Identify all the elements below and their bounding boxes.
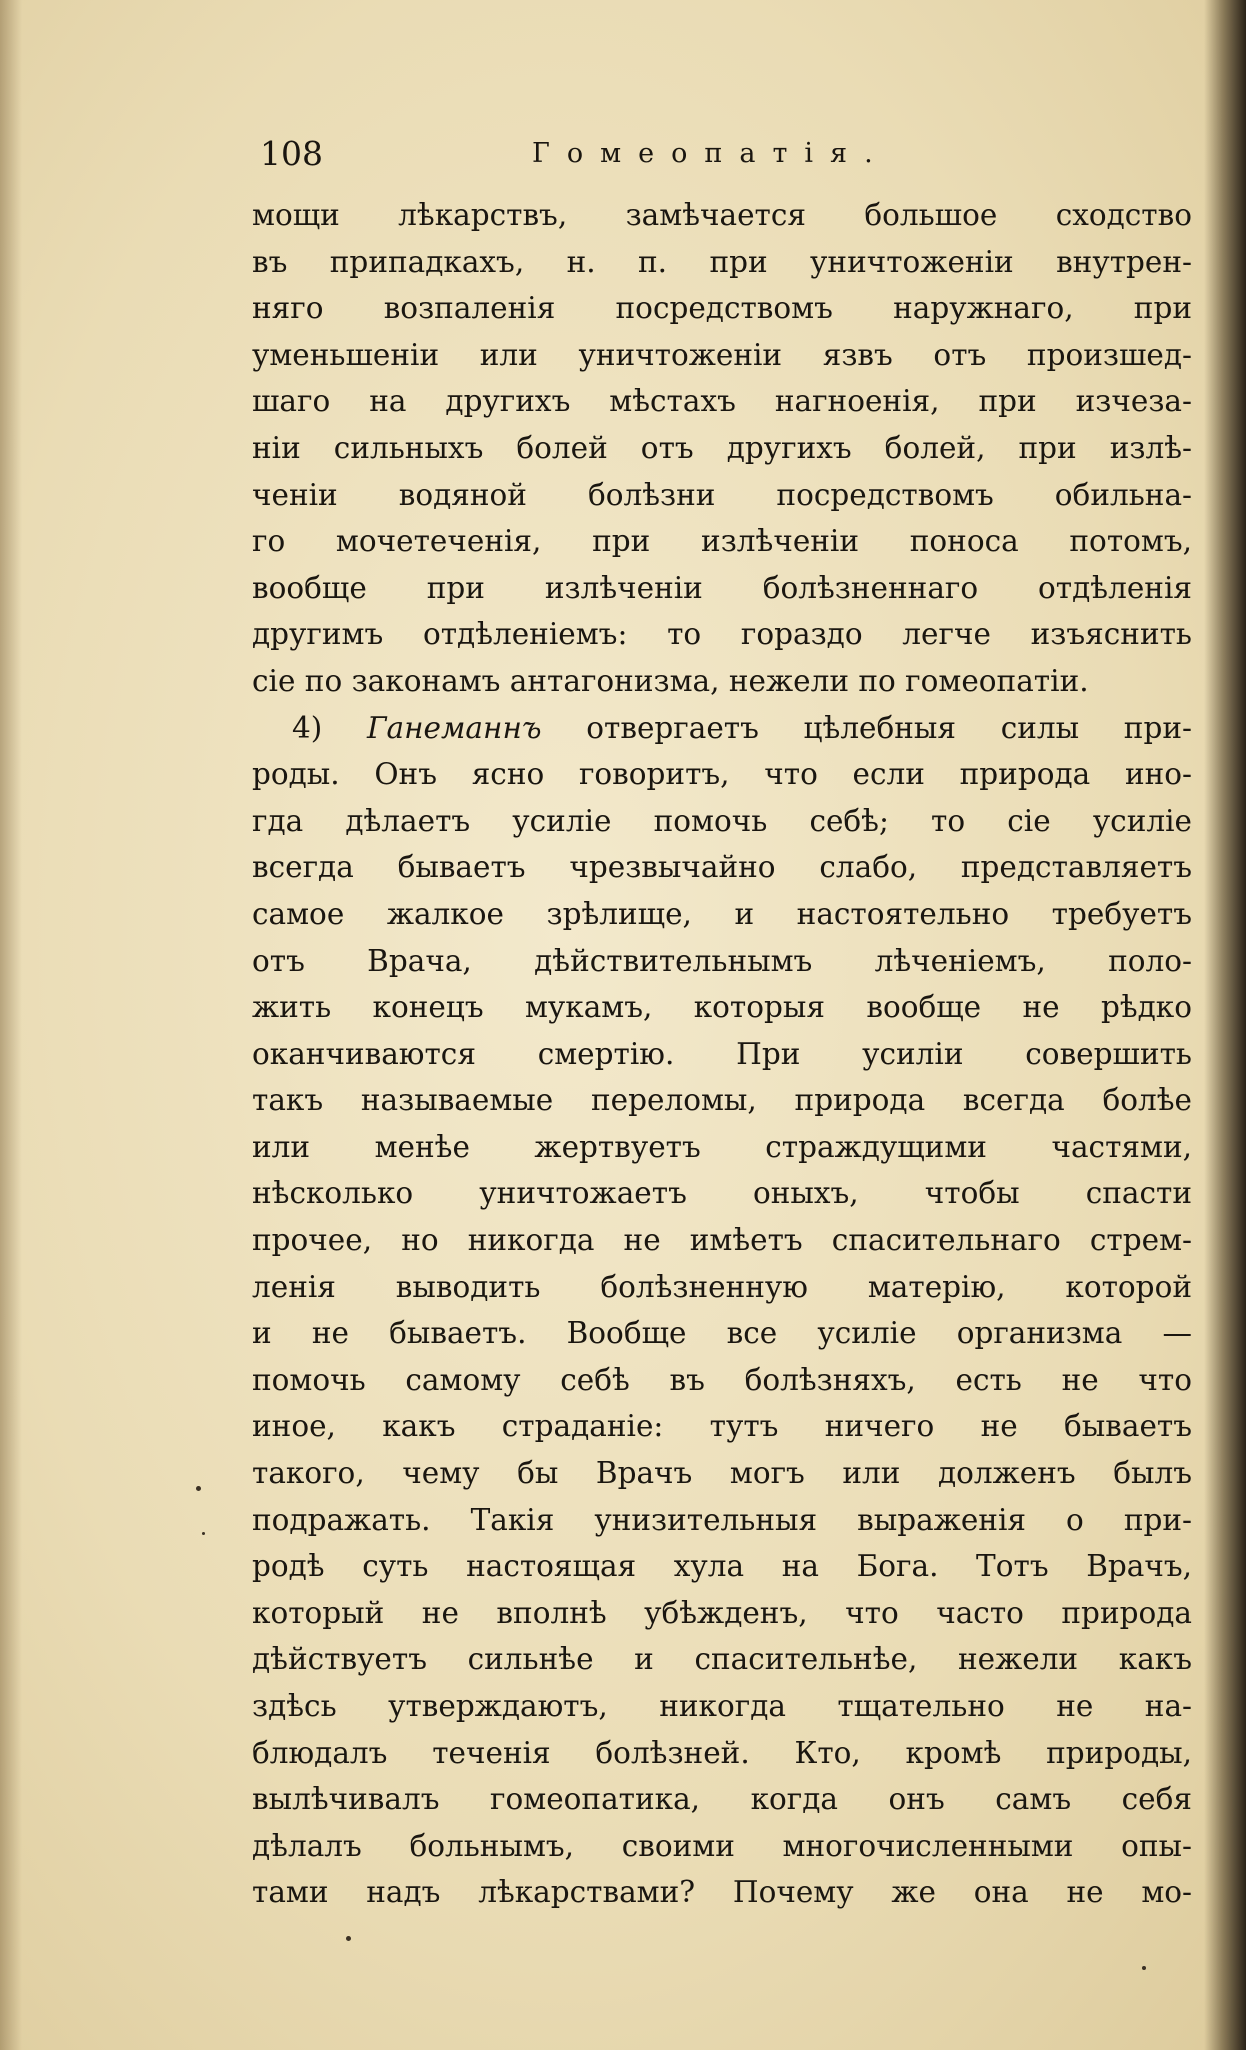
body-text <box>252 192 1192 1916</box>
text-line: мощи лѣкарствъ, замѣчается большое сходство <box>252 198 1192 232</box>
text-line: помочь самому себѣ въ болѣзняхъ, есть не что <box>252 1362 1192 1397</box>
page-right-edge-shadow <box>1204 0 1246 2050</box>
text-line: дѣлалъ больнымъ, своими многочисленными опы- <box>252 1828 1192 1863</box>
ink-speck <box>196 1486 201 1491</box>
text-line: въ припадкахъ, н. п. при уничтоженіи внутрен- <box>252 244 1192 279</box>
text-line: отъ Врача, дѣйствительнымъ лѣченіемъ, поло- <box>252 943 1192 978</box>
text-line-remainder: отвергаетъ цѣлебныя силы при- <box>586 710 1192 745</box>
text-line: го мочетеченія, при излѣченіи поноса потомъ, <box>252 524 1192 559</box>
ink-speck <box>202 1532 205 1535</box>
text-line: уменьшеніи или уничтоженіи язвъ отъ произшед- <box>252 337 1192 372</box>
text-line: роды. Онъ ясно говоритъ, что если природа ино- <box>252 757 1192 792</box>
text-line: или менѣе жертвуетъ страждущими частями, <box>252 1129 1192 1164</box>
page-left-edge-shadow <box>0 0 22 2050</box>
running-title: Гомеопатія. <box>532 138 890 169</box>
text-line: нѣсколько уничтожаетъ оныхъ, чтобы спасти <box>252 1176 1192 1211</box>
text-line: родѣ суть настоящая хула на Бога. Тотъ Врачъ, <box>252 1549 1192 1584</box>
ink-speck <box>346 1936 351 1941</box>
page-header <box>252 128 1192 180</box>
paragraph-number: 4) <box>292 710 323 745</box>
text-line: ленія выводить болѣзненную матерію, которой <box>252 1269 1192 1304</box>
text-line: блюдалъ теченія болѣзней. Кто, кромѣ природы, <box>252 1735 1192 1770</box>
text-line: самое жалкое зрѣлище, и настоятельно требуетъ <box>252 896 1192 931</box>
text-line: прочее, но никогда не имѣетъ спасительнаго стрем- <box>252 1223 1192 1258</box>
ink-speck <box>1142 1966 1146 1970</box>
text-line: всегда бываетъ чрезвычайно слабо, представляетъ <box>252 850 1192 885</box>
text-line: и не бываетъ. Вообще все усиліе организма — <box>252 1316 1192 1351</box>
text-line: здѣсь утверждаютъ, никогда тщательно не на- <box>252 1689 1192 1723</box>
text-line: такъ называемые переломы, природа всегда болѣе <box>252 1083 1192 1118</box>
text-line: ніи сильныхъ болей отъ другихъ болей, при излѣ- <box>252 430 1192 465</box>
text-line: который не вполнѣ убѣжденъ, что часто природа <box>252 1595 1192 1630</box>
text-line: другимъ отдѣленіемъ: то гораздо легче изъяснить <box>252 617 1192 652</box>
text-line: сіе по законамъ антагонизма, нежели по гомеопатіи. <box>252 663 1089 698</box>
text-line: шаго на другихъ мѣстахъ нагноенія, при изчеза- <box>252 384 1192 419</box>
text-line: такого, чему бы Врачъ могъ или долженъ былъ <box>252 1456 1192 1491</box>
paragraph-4-first-line <box>252 705 1192 752</box>
page-number: 108 <box>260 134 323 173</box>
text-line: иное, какъ страданіе: тутъ ничего не бываетъ <box>252 1409 1192 1444</box>
text-line: гда дѣлаетъ усиліе помочь себѣ; то сіе усиліе <box>252 803 1192 838</box>
text-line: няго возпаленія посредствомъ наружнаго, при <box>252 291 1192 326</box>
text-line: дѣйствуетъ сильнѣе и спасительнѣе, нежели какъ <box>252 1642 1192 1677</box>
text-line: подражать. Такія унизительныя выраженія о при- <box>252 1502 1192 1537</box>
text-line: тами надъ лѣкарствами? Почему же она не мо- <box>252 1875 1192 1910</box>
text-line: вылѣчивалъ гомеопатика, когда онъ самъ себя <box>252 1782 1192 1817</box>
text-line: ченіи водяной болѣзни посредствомъ обильна- <box>252 477 1192 512</box>
text-line: оканчиваются смертію. При усиліи совершить <box>252 1036 1192 1071</box>
text-line: жить конецъ мукамъ, которыя вообще не рѣдко <box>252 990 1192 1025</box>
author-name-italic: Ганеманнъ <box>366 710 542 745</box>
text-line: вообще при излѣченіи болѣзненнаго отдѣленія <box>252 570 1192 605</box>
